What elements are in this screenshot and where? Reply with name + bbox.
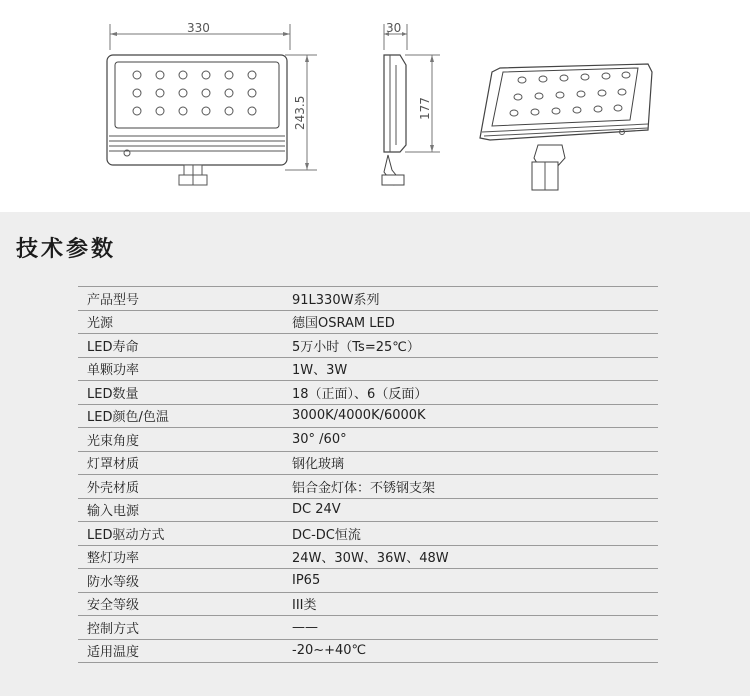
spec-value: 30° /60° xyxy=(283,428,658,452)
spec-value: 91L330W系列 xyxy=(283,287,658,311)
spec-key: LED驱动方式 xyxy=(78,522,283,546)
spec-key: 输入电源 xyxy=(78,498,283,522)
table-row xyxy=(78,381,658,405)
spec-value: -20~+40℃ xyxy=(283,639,658,663)
spec-value: DC-DC恒流 xyxy=(283,522,658,546)
spec-table xyxy=(78,286,658,663)
spec-key: 光源 xyxy=(78,310,283,334)
table-row xyxy=(78,545,658,569)
table-row xyxy=(78,310,658,334)
table-row xyxy=(78,357,658,381)
table-row xyxy=(78,404,658,428)
table-row xyxy=(78,287,658,311)
front-height-dim: 243.5 xyxy=(293,95,307,130)
spec-key: 整灯功率 xyxy=(78,545,283,569)
spec-key: 防水等级 xyxy=(78,569,283,593)
spec-value: —— xyxy=(283,616,658,640)
spec-key: LED数量 xyxy=(78,381,283,405)
perspective-view-drawing xyxy=(470,20,670,220)
table-row xyxy=(78,522,658,546)
table-row xyxy=(78,616,658,640)
spec-value: 5万小时（Ts=25℃） xyxy=(283,334,658,358)
table-row xyxy=(78,428,658,452)
spec-key: 控制方式 xyxy=(78,616,283,640)
side-height-dim: 177 xyxy=(418,97,432,120)
spec-key: LED颜色/色温 xyxy=(78,404,283,428)
technical-drawing-area xyxy=(0,0,750,212)
front-width-dim: 330 xyxy=(187,21,210,35)
spec-value: 德国OSRAM LED xyxy=(283,310,658,334)
spec-value: 1W、3W xyxy=(283,357,658,381)
spec-key: 灯罩材质 xyxy=(78,451,283,475)
spec-value: IP65 xyxy=(283,569,658,593)
spec-key: 光束角度 xyxy=(78,428,283,452)
spec-value: 钢化玻璃 xyxy=(283,451,658,475)
side-view-drawing xyxy=(370,20,450,220)
section-title: 技术参数 xyxy=(16,236,117,262)
spec-key: 产品型号 xyxy=(78,287,283,311)
spec-key: 单颗功率 xyxy=(78,357,283,381)
table-row xyxy=(78,498,658,522)
spec-key: 外壳材质 xyxy=(78,475,283,499)
table-row xyxy=(78,451,658,475)
side-width-dim: 30 xyxy=(386,21,402,35)
spec-section xyxy=(0,212,750,696)
table-row xyxy=(78,475,658,499)
spec-value: 24W、30W、36W、48W xyxy=(283,545,658,569)
spec-key: 适用温度 xyxy=(78,639,283,663)
spec-value: 18（正面）、6（反面） xyxy=(283,381,658,405)
table-row xyxy=(78,569,658,593)
spec-value: III类 xyxy=(283,592,658,616)
table-row xyxy=(78,639,658,663)
spec-key: 安全等级 xyxy=(78,592,283,616)
spec-value: DC 24V xyxy=(283,498,658,522)
spec-value: 3000K/4000K/6000K xyxy=(283,404,658,428)
spec-key: LED寿命 xyxy=(78,334,283,358)
table-row xyxy=(78,592,658,616)
table-row xyxy=(78,334,658,358)
spec-value: 铝合金灯体：不锈钢支架 xyxy=(283,475,658,499)
